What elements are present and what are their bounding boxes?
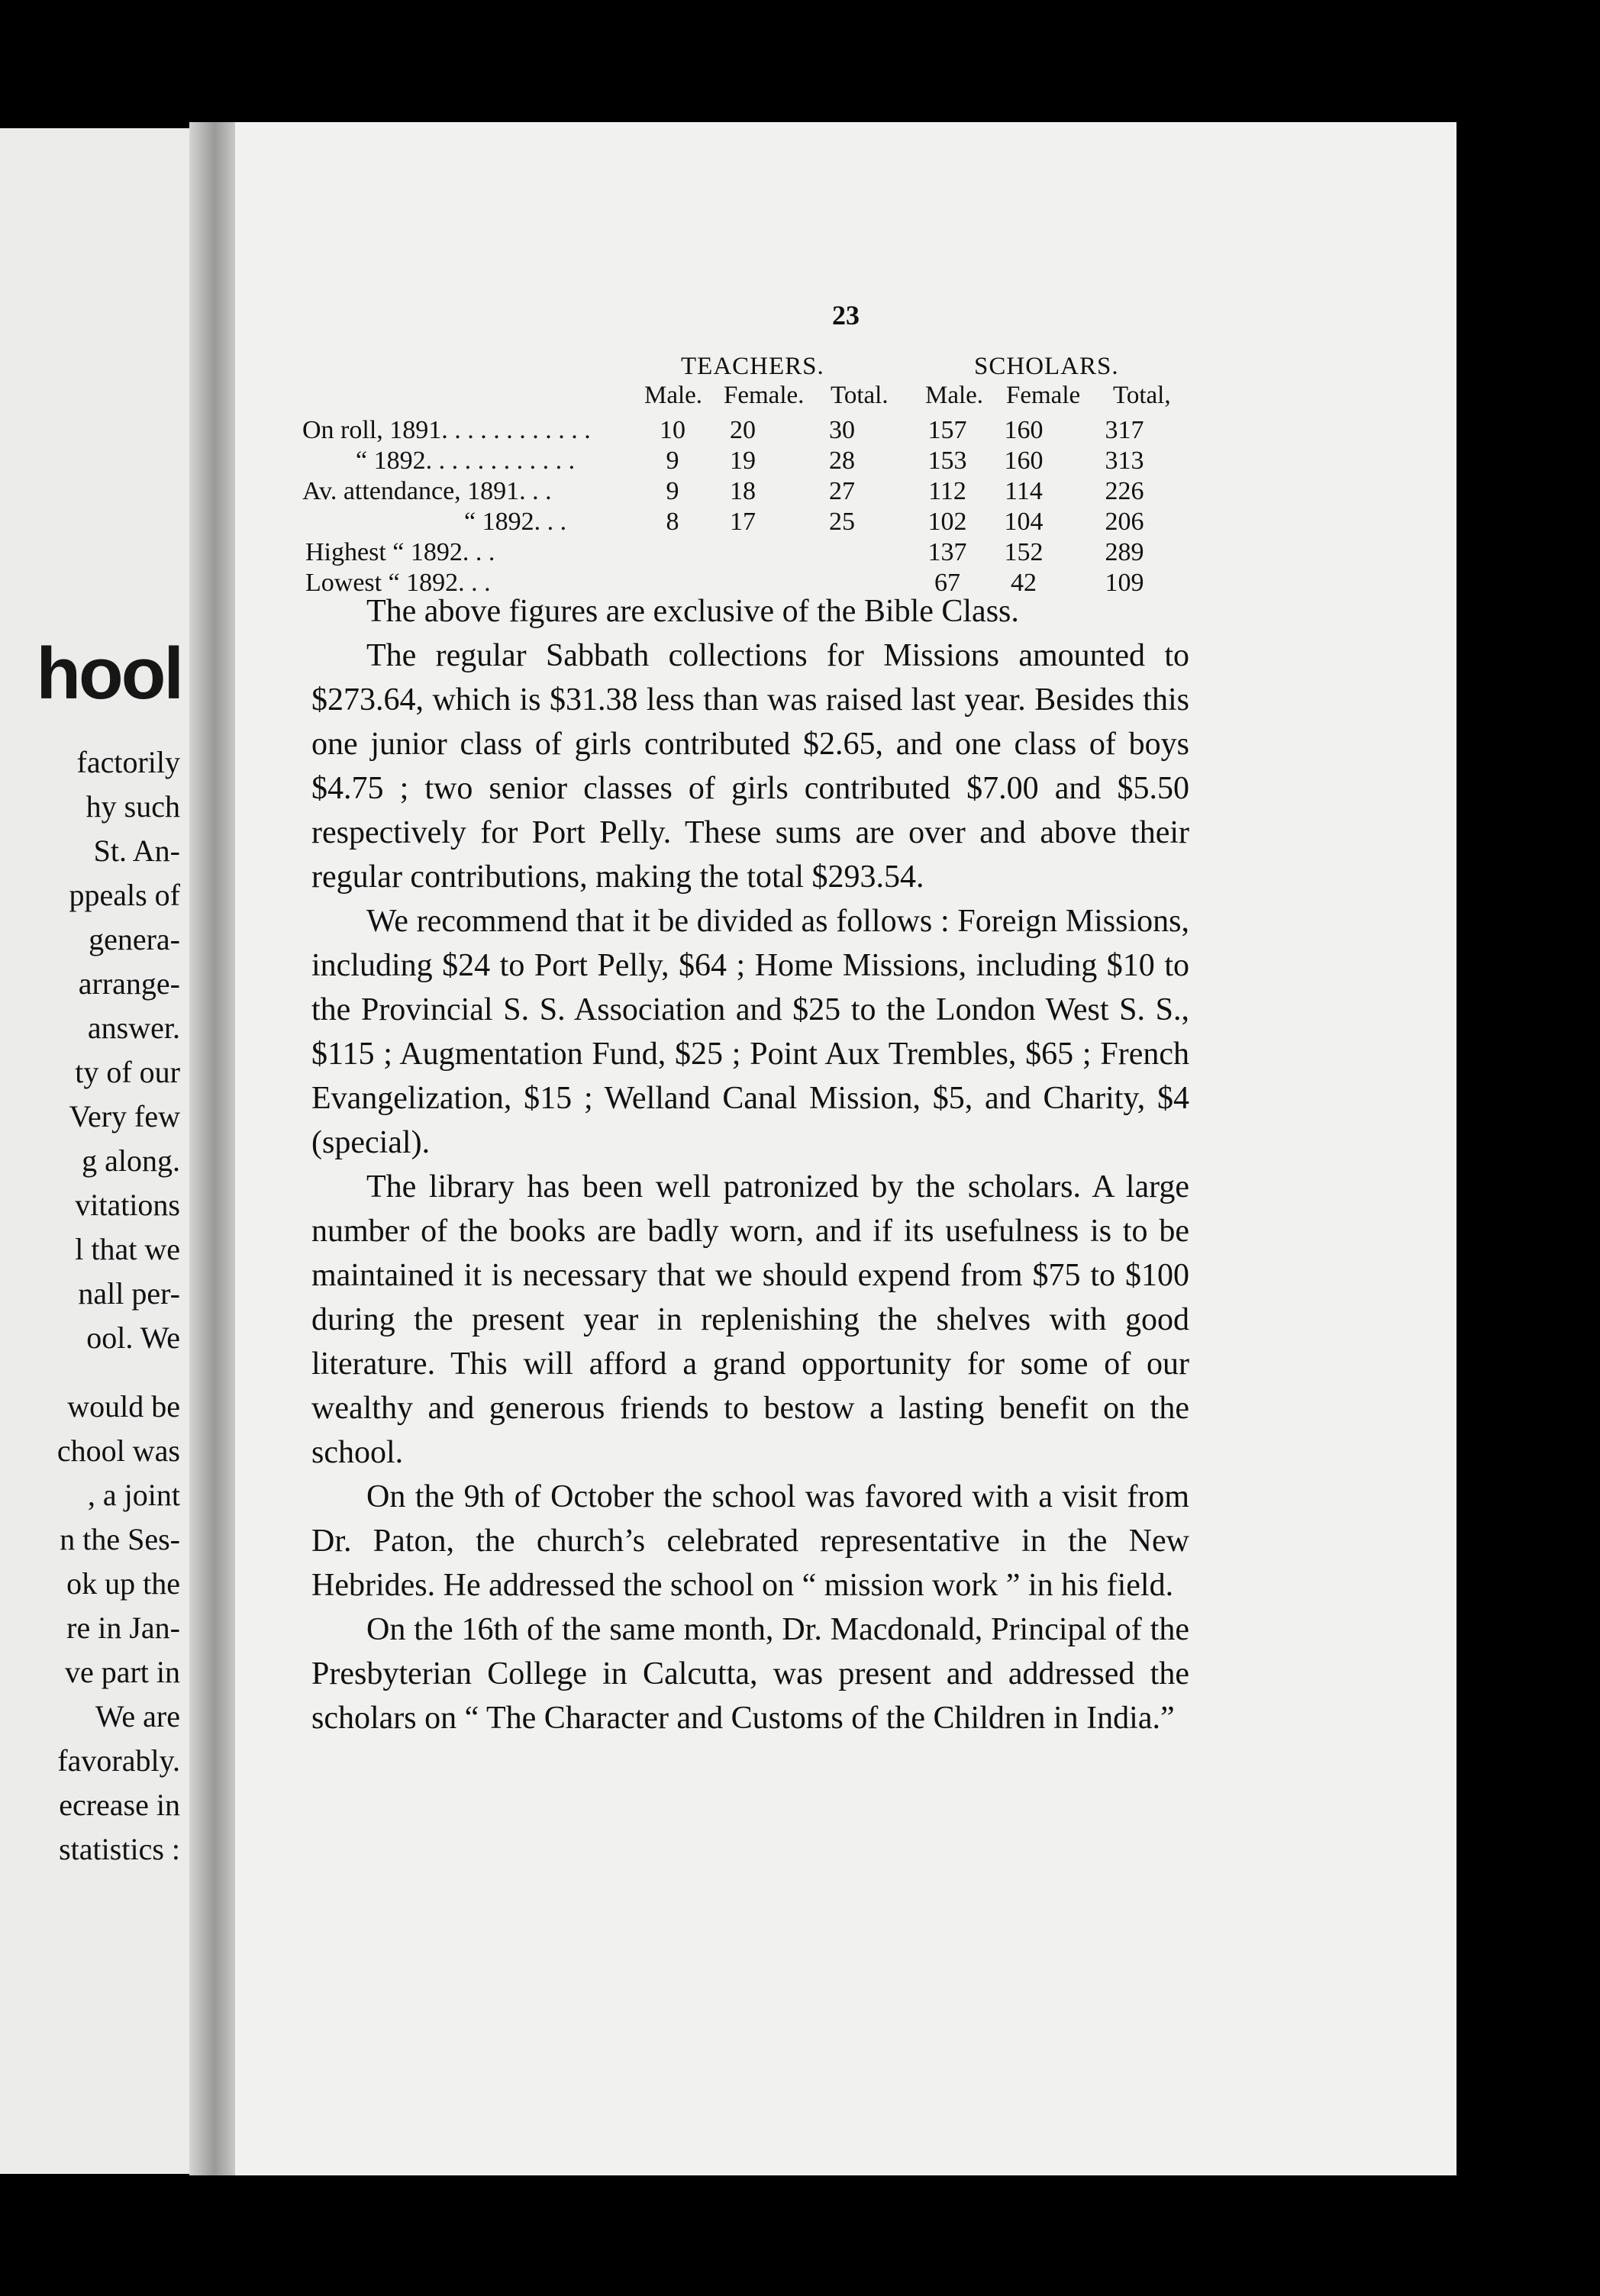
table-cell: 153 bbox=[927, 447, 967, 475]
table-cell: 313 bbox=[1105, 447, 1144, 475]
table-cell: 152 bbox=[1004, 538, 1044, 566]
left-page-line: ecrease in bbox=[59, 1788, 180, 1822]
table-cell: 8 bbox=[666, 508, 679, 536]
column-header: Female. bbox=[724, 382, 805, 409]
table-cell: 104 bbox=[1004, 508, 1044, 536]
column-header: Total, bbox=[1113, 382, 1171, 409]
row-label: “ 1892. . . . . . . . . . . . bbox=[356, 447, 576, 475]
row-label: Lowest “ 1892. . . bbox=[305, 569, 491, 597]
left-page-line: statistics : bbox=[59, 1832, 180, 1866]
left-page-line: n the Ses- bbox=[60, 1522, 180, 1556]
table-cell: 157 bbox=[927, 416, 967, 444]
table-cell: 109 bbox=[1105, 569, 1144, 597]
paragraph: We recommend that it be divided as follows : Foreign Missions, including $24 to Port Pelly, $64 ; Home Missions, including $10 to the Provincial S. S. Association and $25 to the London West S. S., $115 ; Augmentation Fund, $25 ; Point Aux Trembles, $65 ; French Evangelization, $15 ; Welland Canal Mission, $5, and Charity, $4 (special). bbox=[311, 904, 1189, 1160]
page-number: 23 bbox=[832, 300, 860, 331]
paragraph: The regular Sabbath collections for Missions amounted to $273.64, which is $31.38 less than was raised last year. Besides this one junior class of girls contributed $2.65, and one class of boys $4.75 ; two senior classes of girls contributed $7.00 and $5.50 respectively for Port Pelly. These sums are over and above their regular contributions, making the total $293.54. bbox=[311, 638, 1189, 895]
table-cell: 137 bbox=[927, 538, 967, 566]
right-page bbox=[235, 122, 1456, 2175]
left-page-heading: hool bbox=[36, 633, 182, 714]
paragraph: The above figures are exclusive of the Bible Class. bbox=[366, 594, 1019, 629]
left-page-line: factorily bbox=[76, 745, 180, 779]
table-cell: 20 bbox=[730, 416, 756, 444]
left-page-line: would be bbox=[67, 1389, 180, 1424]
left-page-line: ve part in bbox=[64, 1655, 180, 1689]
table-cell: 25 bbox=[829, 508, 855, 536]
left-page-line: We are bbox=[95, 1699, 180, 1733]
table-cell: 42 bbox=[1011, 569, 1037, 597]
table-cell: 102 bbox=[927, 508, 967, 536]
table-cell: 206 bbox=[1105, 508, 1144, 536]
table-cell: 67 bbox=[934, 569, 960, 597]
table-cell: 17 bbox=[730, 508, 756, 536]
left-page-line: Very few bbox=[69, 1099, 180, 1133]
table-cell: 18 bbox=[730, 477, 756, 505]
left-page-line: ppeals of bbox=[69, 878, 180, 912]
row-label: On roll, 1891. . . . . . . . . . . . bbox=[302, 416, 591, 444]
left-page-line: l that we bbox=[75, 1232, 180, 1266]
left-page-line: ok up the bbox=[66, 1566, 180, 1601]
left-page-line: favorably. bbox=[57, 1743, 180, 1778]
left-page-line: ool. We bbox=[86, 1321, 180, 1355]
table-cell: 28 bbox=[829, 447, 855, 475]
left-page-line: St. An- bbox=[93, 834, 180, 868]
table-cell: 160 bbox=[1004, 416, 1044, 444]
left-page-line: hy such bbox=[85, 789, 180, 824]
row-label: Highest “ 1892. . . bbox=[305, 538, 495, 566]
left-page-line: re in Jan- bbox=[66, 1611, 180, 1645]
column-header: Female bbox=[1006, 382, 1081, 409]
column-header: Male. bbox=[925, 382, 984, 409]
table-cell: 226 bbox=[1105, 477, 1144, 505]
left-page-line: vitations bbox=[75, 1188, 180, 1222]
table-cell: 30 bbox=[829, 416, 855, 444]
left-page-line: , a joint bbox=[87, 1478, 180, 1512]
table-cell: 9 bbox=[666, 477, 679, 505]
table-cell: 27 bbox=[829, 477, 855, 505]
table-cell: 317 bbox=[1105, 416, 1144, 444]
left-page-line: genera- bbox=[89, 922, 180, 956]
table-cell: 19 bbox=[730, 447, 756, 475]
paragraph: On the 9th of October the school was favored with a visit from Dr. Paton, the church’s celebrated representative in the New Hebrides. He addressed the school on “ mission work ” in his field. bbox=[311, 1479, 1189, 1603]
group-header-scholars: SCHOLARS. bbox=[974, 353, 1119, 380]
table-cell: 10 bbox=[660, 416, 685, 444]
left-page-line: ty of our bbox=[75, 1055, 180, 1089]
left-page-line bbox=[57, 1360, 180, 1385]
table-cell: 114 bbox=[1005, 477, 1043, 505]
group-header-teachers: TEACHERS. bbox=[681, 353, 824, 380]
column-header: Male. bbox=[644, 382, 703, 409]
page-gutter bbox=[189, 122, 235, 2175]
table-cell: 9 bbox=[666, 447, 679, 475]
row-label: “ 1892. . . bbox=[464, 508, 567, 536]
left-page-line: nall per- bbox=[78, 1276, 180, 1311]
paragraph: On the 16th of the same month, Dr. Macdonald, Principal of the Presbyterian College in Calcutta, was present and addressed the scholars on “ The Character and Customs of the Children in India.” bbox=[311, 1612, 1189, 1736]
body-text bbox=[311, 589, 1189, 1740]
row-label: Av. attendance, 1891. . . bbox=[302, 477, 552, 505]
left-page bbox=[0, 128, 189, 2174]
left-page-line: arrange- bbox=[78, 966, 180, 1001]
table-cell: 112 bbox=[928, 477, 966, 505]
left-page-line: g along. bbox=[82, 1143, 180, 1178]
left-page-line: answer. bbox=[87, 1011, 180, 1045]
left-page-line: chool was bbox=[56, 1433, 180, 1468]
paragraph: The library has been well patronized by the scholars. A large number of the books are badly worn, and if its usefulness is to be maintained it is necessary that we should expend from $75 to $100 during the present year in replenishing the shelves with good literature. This will afford a grand opportunity for some of our wealthy and generous friends to bestow a lasting benefit on the school. bbox=[311, 1169, 1189, 1470]
table-cell: 289 bbox=[1105, 538, 1144, 566]
column-header: Total. bbox=[831, 382, 889, 409]
left-page-text bbox=[57, 740, 180, 1872]
table-cell: 160 bbox=[1004, 447, 1044, 475]
